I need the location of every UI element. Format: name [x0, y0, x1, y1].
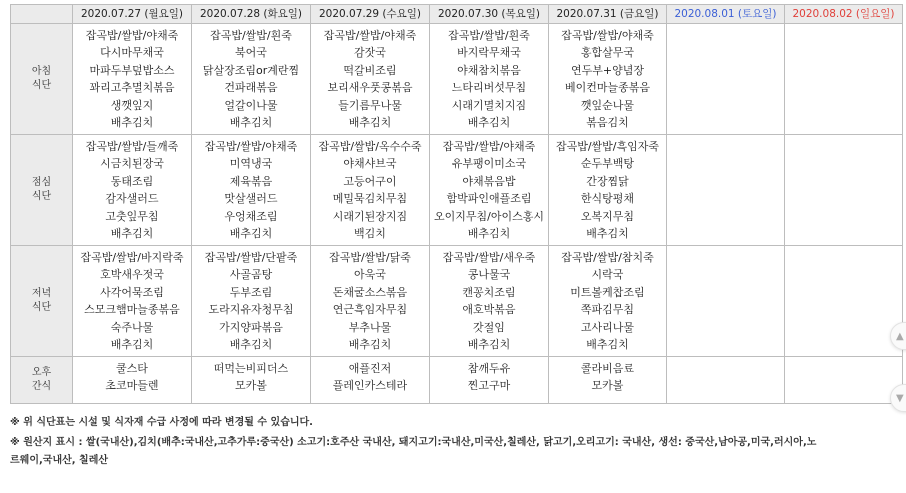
menu-item: 잡곡밥/쌀밥/야채죽	[323, 29, 417, 42]
menu-item: 잡곡밥/쌀밥/흰죽	[448, 29, 530, 42]
menu-cell	[785, 24, 903, 135]
menu-cell	[667, 357, 785, 404]
menu-cell	[73, 246, 192, 357]
menu-cell	[785, 357, 903, 404]
meal-label-line: 점심	[31, 177, 52, 188]
menu-item: 배추김치	[229, 338, 273, 352]
menu-item: 잡곡밥/쌀밥/바지락죽	[80, 251, 184, 264]
change-notice: ※ 위 식단표는 시설 및 식자재 수급 사정에 따라 변경될 수 있습니다.	[10, 417, 313, 428]
meal-row	[11, 357, 903, 404]
menu-item: 우엉채조림	[224, 209, 278, 223]
menu-item: 순두부백탕	[580, 157, 635, 171]
menu-item: 볶음김치	[586, 116, 629, 130]
date-header-1: 2020.07.27 (월요일)	[73, 5, 192, 24]
date-header-7: 2020.08.02 (일요일)	[785, 5, 903, 24]
menu-item: 깻잎순나물	[580, 98, 635, 112]
menu-item: 느타리버섯무침	[451, 81, 527, 95]
menu-item: 배추김치	[110, 116, 154, 130]
menu-item: 떠먹는비피더스	[213, 362, 289, 375]
menu-item: 베이컨마늘종볶음	[564, 81, 650, 95]
meal-rows	[11, 24, 903, 404]
menu-item: 야채샤브국	[343, 157, 397, 171]
menu-item: 함박파인애플조림	[446, 192, 532, 206]
meal-label-line: 식단	[31, 191, 52, 202]
menu-item: 북어국	[235, 46, 267, 60]
menu-item: 배추김치	[467, 116, 511, 130]
menu-item: 애호박볶음	[462, 303, 516, 317]
menu-cell	[73, 357, 192, 404]
menu-item: 돈채굴소스볶음	[332, 285, 408, 299]
menu-item: 사골곰탕	[229, 268, 273, 282]
menu-cell	[549, 246, 667, 357]
menu-item: 배추김치	[229, 116, 273, 130]
menu-item: 시락국	[591, 268, 624, 282]
menu-item: 오복지무침	[580, 209, 635, 223]
menu-cell	[430, 24, 549, 135]
menu-item: 배추김치	[586, 227, 629, 241]
menu-item: 스모크햄마늘종볶음	[84, 303, 180, 317]
menu-item: 백김치	[354, 227, 386, 241]
menu-item: 호박새우젓국	[100, 268, 164, 282]
menu-item: 갓절임	[473, 320, 505, 334]
menu-cell	[430, 135, 549, 246]
date-header-4: 2020.07.30 (목요일)	[430, 5, 549, 24]
menu-item: 잡곡밥/쌀밥/야채죽	[561, 29, 654, 42]
corner-cell	[11, 5, 73, 24]
menu-item: 시금치된장국	[100, 157, 164, 171]
meal-label-line: 식단	[31, 302, 52, 313]
menu-cell	[430, 246, 549, 357]
menu-item: 쪽파김무침	[580, 303, 635, 317]
menu-cell	[311, 246, 430, 357]
menu-item: 미트볼케찹조림	[570, 285, 645, 299]
menu-item: 감잣국	[354, 46, 386, 60]
menu-cell	[311, 135, 430, 246]
menu-item: 배추김치	[229, 227, 273, 241]
menu-item: 잡곡밥/쌀밥/단팥죽	[204, 251, 298, 264]
menu-item: 배추김치	[467, 227, 511, 241]
menu-item: 콩나물국	[467, 268, 511, 282]
menu-item: 잡곡밥/쌀밥/야채죽	[85, 29, 179, 42]
menu-cell	[192, 357, 311, 404]
menu-item: 꽈리고추멸치볶음	[89, 81, 175, 95]
menu-item: 애플진저	[348, 362, 392, 375]
menu-item: 잡곡밥/쌀밥/새우죽	[442, 251, 536, 264]
meal-label-line: 간식	[31, 381, 52, 392]
menu-item: 얼갈이나물	[224, 98, 278, 112]
menu-item: 잡곡밥/쌀밥/야채죽	[204, 140, 298, 153]
menu-item: 감자샐러드	[105, 192, 159, 206]
menu-item: 모카볼	[235, 379, 267, 393]
menu-cell	[785, 135, 903, 246]
menu-item: 한식탕평채	[580, 192, 635, 206]
menu-item: 건파래볶음	[224, 81, 278, 95]
menu-item: 배추김치	[467, 338, 511, 352]
date-header-3: 2020.07.29 (수요일)	[311, 5, 430, 24]
menu-item: 배추김치	[586, 338, 629, 352]
origin-notice-line-1: ※ 원산지 표시 : 쌀(국내산),김치(배추:국내산,고추가루:중국산) 소고기:호주산 국내산, 돼지고기:국내산,미국산,칠레산, 닭고기,오리고기: 국내산, 생선: 중국산,남아공,미국,러시아,노	[10, 437, 817, 448]
menu-item: 부추나물	[348, 320, 392, 334]
meal-label-line: 저녁	[31, 288, 52, 299]
date-header-2: 2020.07.28 (화요일)	[192, 5, 311, 24]
meal-label	[11, 24, 73, 135]
menu-cell	[549, 135, 667, 246]
menu-cell	[549, 24, 667, 135]
menu-item: 플레인카스테라	[332, 379, 408, 393]
menu-cell	[73, 135, 192, 246]
menu-item: 마파두부덮밥소스	[89, 63, 175, 77]
menu-cell	[192, 246, 311, 357]
meal-label-line: 오후	[31, 367, 52, 378]
scroll-up-button[interactable]: ▲	[890, 322, 906, 350]
menu-item: 맛살샐러드	[224, 192, 278, 206]
meal-label	[11, 357, 73, 404]
menu-cell	[192, 135, 311, 246]
menu-item: 캔꽁치조림	[462, 285, 516, 299]
menu-cell	[667, 246, 785, 357]
menu-item: 메밀묵김치무침	[332, 192, 408, 206]
menu-item: 생깻잎지	[110, 98, 154, 112]
menu-item: 바지락무채국	[457, 46, 521, 60]
menu-cell	[549, 357, 667, 404]
menu-item: 제육볶음	[229, 174, 273, 188]
origin-notice-line-2: 르웨이,국내산, 칠레산	[10, 455, 109, 466]
menu-item: 잡곡밥/쌀밥/들깨죽	[85, 140, 179, 153]
menu-item: 사각어묵조림	[100, 285, 164, 299]
menu-item: 잡곡밥/쌀밥/참치죽	[561, 251, 654, 264]
menu-item: 들기름무나물	[338, 98, 402, 112]
menu-item: 보리새우풋콩볶음	[327, 81, 413, 95]
menu-item: 가지양파볶음	[219, 320, 283, 334]
menu-item: 야채참치볶음	[457, 63, 521, 77]
meal-label	[11, 135, 73, 246]
menu-item: 아욱국	[354, 268, 386, 282]
menu-notes	[10, 412, 902, 470]
meal-label	[11, 246, 73, 357]
menu-item: 잡곡밥/쌀밥/닭죽	[329, 251, 411, 264]
menu-cell	[430, 357, 549, 404]
menu-cell	[667, 24, 785, 135]
menu-item: 잡곡밥/쌀밥/야채죽	[442, 140, 536, 153]
menu-item: 동태조림	[110, 174, 154, 188]
menu-item: 시래기된장지짐	[332, 209, 408, 223]
menu-item: 미역냉국	[229, 157, 273, 171]
menu-item: 잡곡밥/쌀밥/흑임자죽	[555, 140, 660, 153]
menu-item: 모카볼	[591, 379, 624, 393]
meal-label-line: 아침	[31, 66, 52, 77]
menu-item: 콜라비음료	[580, 362, 635, 375]
scroll-down-button[interactable]: ▼	[890, 384, 906, 412]
menu-item: 도라지유자청무침	[208, 303, 294, 317]
menu-item: 고춧잎무침	[105, 209, 159, 223]
menu-item: 배추김치	[348, 338, 392, 352]
date-header-5: 2020.07.31 (금요일)	[549, 5, 667, 24]
menu-cell	[667, 135, 785, 246]
menu-item: 찐고구마	[467, 379, 511, 393]
menu-item: 야채볶음밥	[462, 174, 516, 188]
meal-row	[11, 24, 903, 135]
menu-item: 오이지무침/아이스홍시	[434, 209, 544, 223]
menu-item: 시래기멸치지짐	[451, 98, 527, 112]
menu-cell	[192, 24, 311, 135]
menu-item: 쿨스타	[116, 362, 148, 375]
menu-cell	[311, 24, 430, 135]
menu-item: 닭살장조림or계란찜	[202, 63, 300, 77]
weekly-meal-table	[10, 4, 903, 404]
date-header-6: 2020.08.01 (토요일)	[667, 5, 785, 24]
menu-cell	[785, 246, 903, 357]
menu-item: 배추김치	[348, 116, 392, 130]
menu-cell	[311, 357, 430, 404]
menu-item: 고사리나물	[580, 320, 635, 334]
menu-item: 잡곡밥/쌀밥/흰죽	[210, 29, 292, 42]
menu-item: 연두부+양념장	[571, 63, 644, 77]
menu-item: 초코마들렌	[105, 379, 159, 393]
menu-item: 두부조림	[229, 285, 273, 299]
menu-item: 연근흑임자무침	[332, 303, 408, 317]
menu-item: 배추김치	[110, 227, 154, 241]
menu-item: 고등어구이	[343, 174, 397, 188]
menu-item: 다시마무채국	[100, 46, 164, 60]
menu-item: 배추김치	[110, 338, 154, 352]
meal-row	[11, 246, 903, 357]
meal-menu-page	[10, 4, 902, 470]
menu-item: 홍합살무국	[580, 46, 635, 60]
menu-cell	[73, 24, 192, 135]
meal-row	[11, 135, 903, 246]
date-header-row	[11, 5, 903, 24]
meal-label-line: 식단	[31, 80, 52, 91]
menu-item: 간장찜닭	[586, 174, 629, 188]
menu-item: 숙주나물	[110, 320, 154, 334]
menu-item: 참깨두유	[467, 362, 511, 375]
menu-item: 잡곡밥/쌀밥/옥수수죽	[318, 140, 422, 153]
menu-item: 떡갈비조림	[343, 63, 397, 77]
menu-item: 유부팽이미소국	[451, 157, 527, 171]
